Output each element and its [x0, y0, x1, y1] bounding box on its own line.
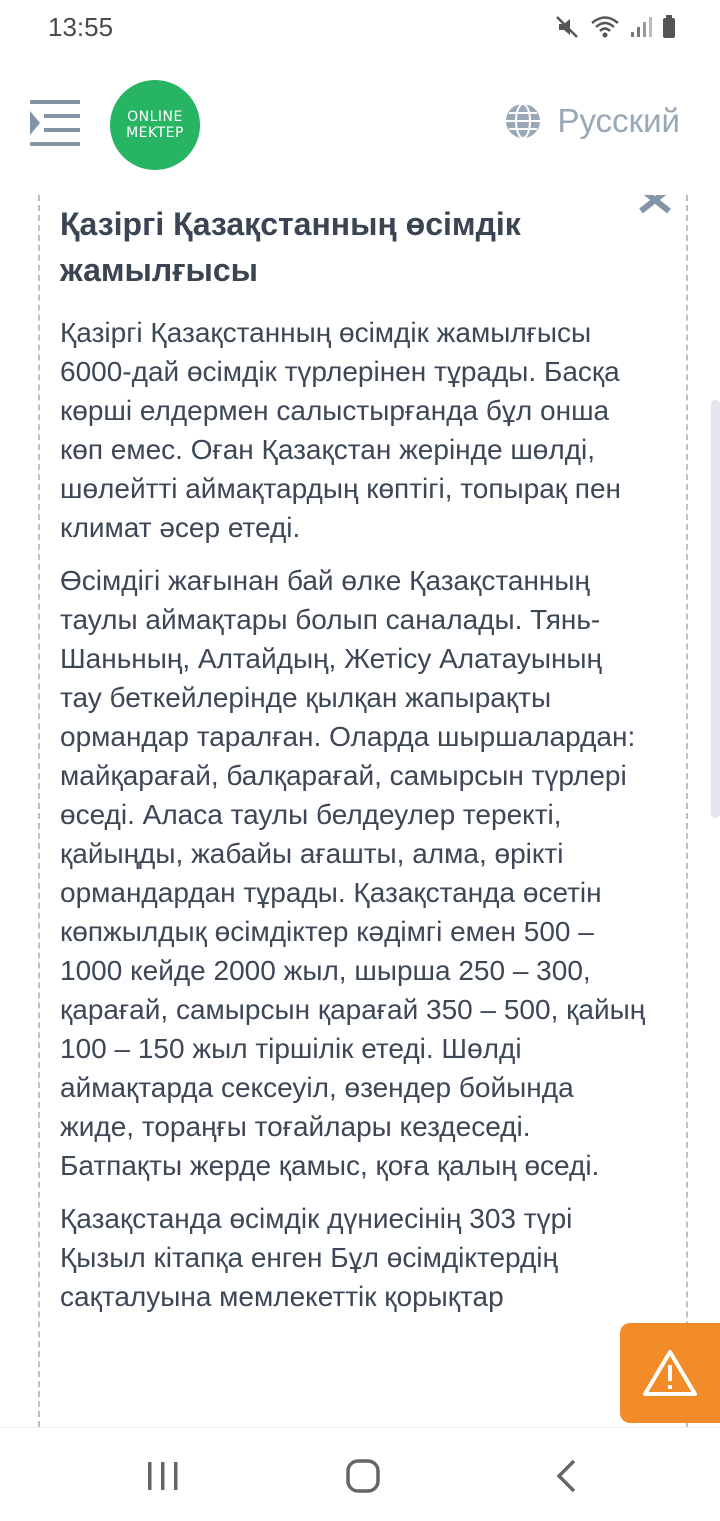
article-title: Қазіргі Қазақстанның өсімдік жамылғысы	[60, 206, 521, 288]
system-nav-bar	[0, 1427, 720, 1521]
scrollbar[interactable]	[711, 400, 720, 818]
status-time: 13:55	[48, 12, 114, 42]
recent-apps-icon	[146, 1460, 180, 1492]
logo[interactable]	[110, 80, 200, 170]
signal-icon	[630, 14, 652, 40]
status-icons	[554, 14, 676, 40]
globe-icon	[504, 102, 542, 140]
app-header	[0, 70, 720, 180]
status-bar	[0, 0, 720, 56]
mute-icon	[554, 14, 580, 40]
warning-icon	[642, 1348, 698, 1398]
article-paragraph: Өсімдігі жағынан бай өлке Қазақстанның таулы аймақтары болып саналады. Тянь-Шаньның, Алтайдың, Жетісу Алатауының тау беткейлерінде қылқан жапырақты ормандар таралған. Оларда шыршалардан: майқарағай, балқарағай, самырсын түрлері өседі. Аласа таулы белдеулер теректі, қайыңды, жабайы ағашты, алма, өрікті ормандардан тұрады. Қазақстанда өсетін көпжылдық өсімдіктер кәдімгі емен 500 – 1000 кейде 2000 жыл, шырша 250 – 300, қарағай, самырсын қарағай 350 – 500, қайың 100 – 150 жыл тіршілік етеді. Шөлді аймақтарда сексеуіл, өзендер бойында жиде, тораңғы тоғайлары кездеседі. Батпақты жерде қамыс, қоға қалың өседі.	[60, 565, 646, 1181]
language-label: Русский	[557, 102, 680, 139]
wifi-icon	[590, 14, 620, 40]
battery-icon	[662, 14, 676, 40]
recent-apps-button[interactable]	[133, 1454, 193, 1498]
language-selector[interactable]	[504, 102, 680, 140]
logo-line1: ONLINE	[127, 109, 183, 125]
report-button[interactable]	[620, 1323, 720, 1423]
menu-icon[interactable]	[30, 98, 82, 148]
home-icon	[345, 1458, 381, 1494]
home-button[interactable]	[333, 1454, 393, 1498]
back-icon	[554, 1458, 578, 1494]
back-button[interactable]	[536, 1454, 596, 1498]
logo-line2: MEKTEP	[126, 125, 184, 141]
article-card	[38, 195, 688, 1427]
article-paragraph: Қазақстанда өсімдік дүниесінің 303 түрі Қызыл кітапқа енген Бұл өсімдіктердің сақталуына мемлекеттік қорықтар	[60, 1203, 573, 1312]
article-paragraph: Қазіргі Қазақстанның өсімдік жамылғысы 6000-дай өсімдік түрлерінен тұрады. Басқа көрші елдермен салыстырғанда бұл онша көп емес. Оған Қазақстан жерінде шөлді, шөлейтті аймақтардың көптігі, топырақ пен климат әсер етеді.	[60, 317, 621, 543]
close-icon[interactable]	[638, 195, 672, 215]
article-body	[60, 313, 650, 1330]
